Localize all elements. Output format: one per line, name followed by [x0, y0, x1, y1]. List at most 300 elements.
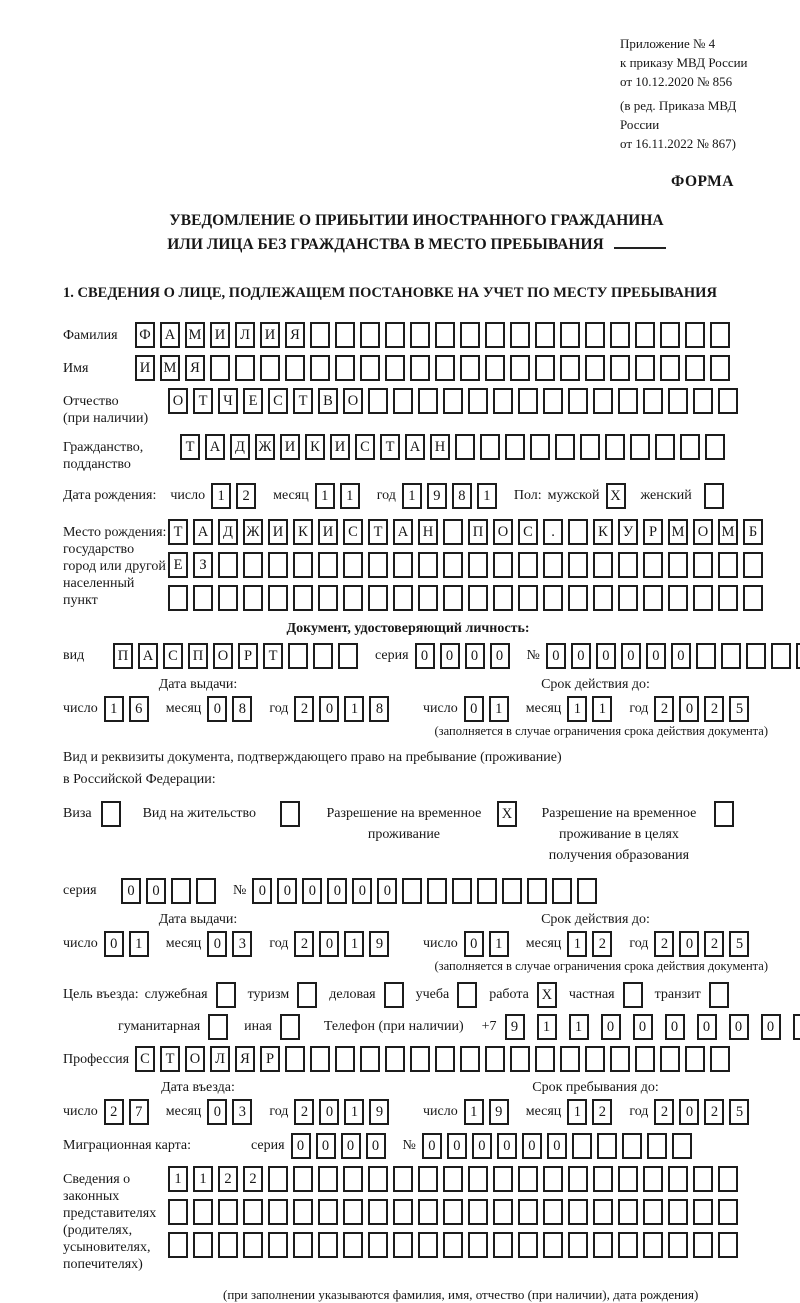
char-box[interactable]: [560, 1046, 580, 1072]
char-box[interactable]: [243, 1232, 263, 1258]
char-box[interactable]: [693, 1232, 713, 1258]
char-box[interactable]: [268, 1166, 288, 1192]
char-box[interactable]: [168, 1199, 188, 1225]
char-box[interactable]: [630, 434, 650, 460]
char-box[interactable]: 0: [601, 1014, 621, 1040]
char-box[interactable]: [618, 1232, 638, 1258]
char-box[interactable]: 1: [567, 1099, 587, 1125]
char-box[interactable]: [402, 878, 422, 904]
char-box[interactable]: [418, 388, 438, 414]
char-box[interactable]: [443, 388, 463, 414]
char-box[interactable]: 2: [236, 483, 256, 509]
char-box[interactable]: [643, 552, 663, 578]
char-box[interactable]: Л: [235, 322, 255, 348]
char-box[interactable]: [468, 1232, 488, 1258]
char-box[interactable]: [535, 355, 555, 381]
char-box[interactable]: О: [213, 643, 233, 669]
char-box[interactable]: [668, 1166, 688, 1192]
char-box[interactable]: [585, 1046, 605, 1072]
char-box[interactable]: [796, 643, 800, 669]
char-box[interactable]: [343, 1166, 363, 1192]
char-box[interactable]: [622, 1133, 642, 1159]
char-box[interactable]: [668, 1199, 688, 1225]
char-box[interactable]: [393, 1232, 413, 1258]
char-box[interactable]: [668, 585, 688, 611]
char-box[interactable]: 0: [422, 1133, 442, 1159]
char-box[interactable]: 0: [104, 931, 124, 957]
char-box[interactable]: 6: [129, 696, 149, 722]
char-box[interactable]: [672, 1133, 692, 1159]
char-box[interactable]: [368, 1199, 388, 1225]
char-box[interactable]: [468, 388, 488, 414]
char-box[interactable]: Т: [293, 388, 313, 414]
char-box[interactable]: Р: [260, 1046, 280, 1072]
char-box[interactable]: 0: [440, 643, 460, 669]
purpose-business-checkbox[interactable]: [384, 982, 404, 1008]
char-box[interactable]: [568, 1166, 588, 1192]
char-box[interactable]: С: [135, 1046, 155, 1072]
char-box[interactable]: [285, 355, 305, 381]
char-box[interactable]: 0: [207, 1099, 227, 1125]
char-box[interactable]: В: [318, 388, 338, 414]
char-box[interactable]: [693, 552, 713, 578]
char-box[interactable]: [260, 355, 280, 381]
char-box[interactable]: [660, 1046, 680, 1072]
char-box[interactable]: [243, 1199, 263, 1225]
char-box[interactable]: 1: [168, 1166, 188, 1192]
char-box[interactable]: [393, 388, 413, 414]
char-box[interactable]: [593, 1232, 613, 1258]
char-box[interactable]: [368, 1232, 388, 1258]
char-box[interactable]: 9: [505, 1014, 525, 1040]
char-box[interactable]: [468, 552, 488, 578]
char-box[interactable]: [343, 1232, 363, 1258]
purpose-humanitarian-checkbox[interactable]: [208, 1014, 228, 1040]
char-box[interactable]: 5: [729, 931, 749, 957]
char-box[interactable]: 1: [592, 696, 612, 722]
char-box[interactable]: [338, 643, 358, 669]
char-box[interactable]: [635, 322, 655, 348]
char-box[interactable]: [293, 552, 313, 578]
char-box[interactable]: А: [393, 519, 413, 545]
char-box[interactable]: 0: [316, 1133, 336, 1159]
char-box[interactable]: [218, 1232, 238, 1258]
char-box[interactable]: 9: [489, 1099, 509, 1125]
char-box[interactable]: [718, 1166, 738, 1192]
char-box[interactable]: 1: [402, 483, 422, 509]
char-box[interactable]: [568, 1232, 588, 1258]
char-box[interactable]: 2: [592, 931, 612, 957]
char-box[interactable]: 1: [104, 696, 124, 722]
char-box[interactable]: 0: [497, 1133, 517, 1159]
char-box[interactable]: [485, 322, 505, 348]
char-box[interactable]: [443, 1166, 463, 1192]
char-box[interactable]: [468, 1166, 488, 1192]
char-box[interactable]: [505, 434, 525, 460]
char-box[interactable]: [518, 1166, 538, 1192]
char-box[interactable]: [618, 585, 638, 611]
char-box[interactable]: [593, 1199, 613, 1225]
char-box[interactable]: О: [693, 519, 713, 545]
char-box[interactable]: [647, 1133, 667, 1159]
char-box[interactable]: [710, 1046, 730, 1072]
char-box[interactable]: [210, 355, 230, 381]
char-box[interactable]: [385, 355, 405, 381]
char-box[interactable]: [360, 355, 380, 381]
char-box[interactable]: [493, 1199, 513, 1225]
char-box[interactable]: [318, 1232, 338, 1258]
char-box[interactable]: [643, 1232, 663, 1258]
char-box[interactable]: Д: [230, 434, 250, 460]
char-box[interactable]: [668, 552, 688, 578]
char-box[interactable]: [243, 585, 263, 611]
char-box[interactable]: [543, 552, 563, 578]
char-box[interactable]: И: [260, 322, 280, 348]
char-box[interactable]: [318, 1199, 338, 1225]
char-box[interactable]: [368, 388, 388, 414]
char-box[interactable]: [318, 585, 338, 611]
purpose-tourism-checkbox[interactable]: [297, 982, 317, 1008]
char-box[interactable]: Р: [643, 519, 663, 545]
char-box[interactable]: [418, 1232, 438, 1258]
char-box[interactable]: Ч: [218, 388, 238, 414]
char-box[interactable]: [535, 1046, 555, 1072]
char-box[interactable]: [593, 1166, 613, 1192]
char-box[interactable]: [335, 1046, 355, 1072]
char-box[interactable]: 0: [465, 643, 485, 669]
char-box[interactable]: 1: [569, 1014, 589, 1040]
char-box[interactable]: 0: [291, 1133, 311, 1159]
char-box[interactable]: [618, 1199, 638, 1225]
char-box[interactable]: 1: [129, 931, 149, 957]
char-box[interactable]: Я: [235, 1046, 255, 1072]
char-box[interactable]: С: [268, 388, 288, 414]
char-box[interactable]: 0: [464, 931, 484, 957]
char-box[interactable]: [435, 355, 455, 381]
char-box[interactable]: 2: [592, 1099, 612, 1125]
char-box[interactable]: [313, 643, 333, 669]
char-box[interactable]: А: [160, 322, 180, 348]
char-box[interactable]: [635, 355, 655, 381]
char-box[interactable]: [618, 1166, 638, 1192]
char-box[interactable]: А: [138, 643, 158, 669]
purpose-private-checkbox[interactable]: [623, 982, 643, 1008]
char-box[interactable]: [343, 1199, 363, 1225]
char-box[interactable]: И: [135, 355, 155, 381]
char-box[interactable]: [393, 585, 413, 611]
char-box[interactable]: [510, 355, 530, 381]
char-box[interactable]: С: [163, 643, 183, 669]
char-box[interactable]: [643, 585, 663, 611]
char-box[interactable]: [427, 878, 447, 904]
char-box[interactable]: М: [718, 519, 738, 545]
char-box[interactable]: [171, 878, 191, 904]
char-box[interactable]: И: [280, 434, 300, 460]
char-box[interactable]: 1: [344, 1099, 364, 1125]
char-box[interactable]: [318, 1166, 338, 1192]
char-box[interactable]: 3: [232, 931, 252, 957]
char-box[interactable]: [310, 322, 330, 348]
char-box[interactable]: 0: [366, 1133, 386, 1159]
char-box[interactable]: Т: [263, 643, 283, 669]
char-box[interactable]: [310, 1046, 330, 1072]
char-box[interactable]: [235, 355, 255, 381]
char-box[interactable]: [410, 322, 430, 348]
char-box[interactable]: [518, 585, 538, 611]
char-box[interactable]: П: [188, 643, 208, 669]
char-box[interactable]: [585, 322, 605, 348]
char-box[interactable]: [218, 1199, 238, 1225]
char-box[interactable]: [443, 1232, 463, 1258]
char-box[interactable]: З: [193, 552, 213, 578]
char-box[interactable]: 0: [665, 1014, 685, 1040]
char-box[interactable]: Е: [243, 388, 263, 414]
char-box[interactable]: [718, 1232, 738, 1258]
char-box[interactable]: 1: [489, 696, 509, 722]
char-box[interactable]: [743, 585, 763, 611]
char-box[interactable]: [368, 585, 388, 611]
char-box[interactable]: [343, 585, 363, 611]
char-box[interactable]: 2: [654, 1099, 674, 1125]
char-box[interactable]: [718, 1199, 738, 1225]
char-box[interactable]: И: [330, 434, 350, 460]
char-box[interactable]: 1: [567, 931, 587, 957]
char-box[interactable]: О: [493, 519, 513, 545]
char-box[interactable]: [268, 1232, 288, 1258]
char-box[interactable]: [196, 878, 216, 904]
char-box[interactable]: Н: [430, 434, 450, 460]
char-box[interactable]: [610, 355, 630, 381]
char-box[interactable]: [493, 585, 513, 611]
char-box[interactable]: 1: [344, 931, 364, 957]
char-box[interactable]: 1: [340, 483, 360, 509]
char-box[interactable]: [168, 585, 188, 611]
char-box[interactable]: Я: [285, 322, 305, 348]
char-box[interactable]: П: [468, 519, 488, 545]
char-box[interactable]: 1: [193, 1166, 213, 1192]
char-box[interactable]: [193, 1232, 213, 1258]
char-box[interactable]: 7: [129, 1099, 149, 1125]
char-box[interactable]: [510, 1046, 530, 1072]
char-box[interactable]: [568, 552, 588, 578]
char-box[interactable]: [685, 1046, 705, 1072]
char-box[interactable]: [310, 355, 330, 381]
char-box[interactable]: [193, 585, 213, 611]
char-box[interactable]: 0: [621, 643, 641, 669]
char-box[interactable]: М: [160, 355, 180, 381]
char-box[interactable]: Я: [185, 355, 205, 381]
char-box[interactable]: 0: [547, 1133, 567, 1159]
char-box[interactable]: Т: [168, 519, 188, 545]
char-box[interactable]: 0: [327, 878, 347, 904]
char-box[interactable]: [510, 322, 530, 348]
char-box[interactable]: 0: [277, 878, 297, 904]
char-box[interactable]: [368, 552, 388, 578]
char-box[interactable]: [477, 878, 497, 904]
char-box[interactable]: [418, 585, 438, 611]
char-box[interactable]: [393, 1199, 413, 1225]
char-box[interactable]: К: [305, 434, 325, 460]
char-box[interactable]: [593, 388, 613, 414]
char-box[interactable]: [293, 1232, 313, 1258]
char-box[interactable]: [243, 552, 263, 578]
char-box[interactable]: [443, 1199, 463, 1225]
char-box[interactable]: 0: [207, 696, 227, 722]
purpose-official-checkbox[interactable]: [216, 982, 236, 1008]
char-box[interactable]: [518, 1199, 538, 1225]
char-box[interactable]: [560, 322, 580, 348]
char-box[interactable]: [460, 1046, 480, 1072]
char-box[interactable]: [385, 1046, 405, 1072]
char-box[interactable]: [268, 585, 288, 611]
char-box[interactable]: Т: [193, 388, 213, 414]
char-box[interactable]: Д: [218, 519, 238, 545]
char-box[interactable]: И: [318, 519, 338, 545]
char-box[interactable]: А: [193, 519, 213, 545]
char-box[interactable]: О: [343, 388, 363, 414]
char-box[interactable]: [455, 434, 475, 460]
char-box[interactable]: 0: [464, 696, 484, 722]
char-box[interactable]: 0: [633, 1014, 653, 1040]
char-box[interactable]: 0: [697, 1014, 717, 1040]
char-box[interactable]: [593, 552, 613, 578]
char-box[interactable]: [693, 388, 713, 414]
char-box[interactable]: [685, 322, 705, 348]
char-box[interactable]: [530, 434, 550, 460]
char-box[interactable]: [605, 434, 625, 460]
char-box[interactable]: [293, 1166, 313, 1192]
char-box[interactable]: [696, 643, 716, 669]
char-box[interactable]: 8: [232, 696, 252, 722]
char-box[interactable]: 0: [679, 696, 699, 722]
char-box[interactable]: 9: [369, 931, 389, 957]
char-box[interactable]: [668, 388, 688, 414]
char-box[interactable]: 2: [294, 1099, 314, 1125]
char-box[interactable]: 0: [415, 643, 435, 669]
char-box[interactable]: 0: [252, 878, 272, 904]
char-box[interactable]: [635, 1046, 655, 1072]
char-box[interactable]: 0: [121, 878, 141, 904]
char-box[interactable]: 2: [704, 931, 724, 957]
char-box[interactable]: 0: [571, 643, 591, 669]
char-box[interactable]: 8: [369, 696, 389, 722]
char-box[interactable]: [385, 322, 405, 348]
char-box[interactable]: Е: [168, 552, 188, 578]
char-box[interactable]: [610, 322, 630, 348]
char-box[interactable]: [643, 388, 663, 414]
char-box[interactable]: [577, 878, 597, 904]
char-box[interactable]: [293, 1199, 313, 1225]
char-box[interactable]: [543, 585, 563, 611]
char-box[interactable]: 2: [704, 1099, 724, 1125]
char-box[interactable]: [543, 1166, 563, 1192]
char-box[interactable]: Т: [368, 519, 388, 545]
char-box[interactable]: [268, 552, 288, 578]
char-box[interactable]: [568, 1199, 588, 1225]
char-box[interactable]: [418, 1166, 438, 1192]
char-box[interactable]: [418, 552, 438, 578]
char-box[interactable]: М: [185, 322, 205, 348]
char-box[interactable]: 2: [294, 696, 314, 722]
char-box[interactable]: [746, 643, 766, 669]
char-box[interactable]: 9: [369, 1099, 389, 1125]
char-box[interactable]: [168, 1232, 188, 1258]
char-box[interactable]: [685, 355, 705, 381]
char-box[interactable]: [610, 1046, 630, 1072]
char-box[interactable]: К: [293, 519, 313, 545]
char-box[interactable]: [443, 585, 463, 611]
char-box[interactable]: [743, 552, 763, 578]
char-box[interactable]: [668, 1232, 688, 1258]
char-box[interactable]: [543, 1199, 563, 1225]
char-box[interactable]: 2: [704, 696, 724, 722]
char-box[interactable]: 1: [489, 931, 509, 957]
char-box[interactable]: [288, 643, 308, 669]
char-box[interactable]: [560, 355, 580, 381]
char-box[interactable]: [468, 585, 488, 611]
char-box[interactable]: [335, 322, 355, 348]
char-box[interactable]: 0: [207, 931, 227, 957]
char-box[interactable]: 0: [352, 878, 372, 904]
char-box[interactable]: [443, 519, 463, 545]
char-box[interactable]: С: [343, 519, 363, 545]
char-box[interactable]: Т: [160, 1046, 180, 1072]
char-box[interactable]: 1: [344, 696, 364, 722]
char-box[interactable]: 0: [302, 878, 322, 904]
char-box[interactable]: Ж: [255, 434, 275, 460]
char-box[interactable]: [218, 552, 238, 578]
char-box[interactable]: [580, 434, 600, 460]
char-box[interactable]: [218, 585, 238, 611]
char-box[interactable]: [721, 643, 741, 669]
char-box[interactable]: [568, 519, 588, 545]
char-box[interactable]: [368, 1166, 388, 1192]
char-box[interactable]: .: [543, 519, 563, 545]
char-box[interactable]: [597, 1133, 617, 1159]
char-box[interactable]: 2: [218, 1166, 238, 1192]
char-box[interactable]: [693, 1199, 713, 1225]
char-box[interactable]: 2: [104, 1099, 124, 1125]
char-box[interactable]: 0: [146, 878, 166, 904]
char-box[interactable]: А: [205, 434, 225, 460]
purpose-other-checkbox[interactable]: [280, 1014, 300, 1040]
purpose-work-checkbox[interactable]: X: [537, 982, 557, 1008]
char-box[interactable]: 3: [232, 1099, 252, 1125]
char-box[interactable]: Т: [380, 434, 400, 460]
char-box[interactable]: [552, 878, 572, 904]
char-box[interactable]: [518, 552, 538, 578]
char-box[interactable]: 1: [211, 483, 231, 509]
temp-residence-checkbox[interactable]: X: [497, 801, 517, 827]
char-box[interactable]: 0: [596, 643, 616, 669]
char-box[interactable]: [718, 585, 738, 611]
char-box[interactable]: 9: [427, 483, 447, 509]
purpose-study-checkbox[interactable]: [457, 982, 477, 1008]
char-box[interactable]: 0: [646, 643, 666, 669]
char-box[interactable]: 0: [761, 1014, 781, 1040]
char-box[interactable]: [543, 1232, 563, 1258]
char-box[interactable]: Н: [418, 519, 438, 545]
char-box[interactable]: [680, 434, 700, 460]
char-box[interactable]: 2: [654, 696, 674, 722]
char-box[interactable]: [452, 878, 472, 904]
char-box[interactable]: [771, 643, 791, 669]
char-box[interactable]: [660, 322, 680, 348]
purpose-transit-checkbox[interactable]: [709, 982, 729, 1008]
char-box[interactable]: [518, 388, 538, 414]
char-box[interactable]: К: [593, 519, 613, 545]
char-box[interactable]: 0: [319, 696, 339, 722]
